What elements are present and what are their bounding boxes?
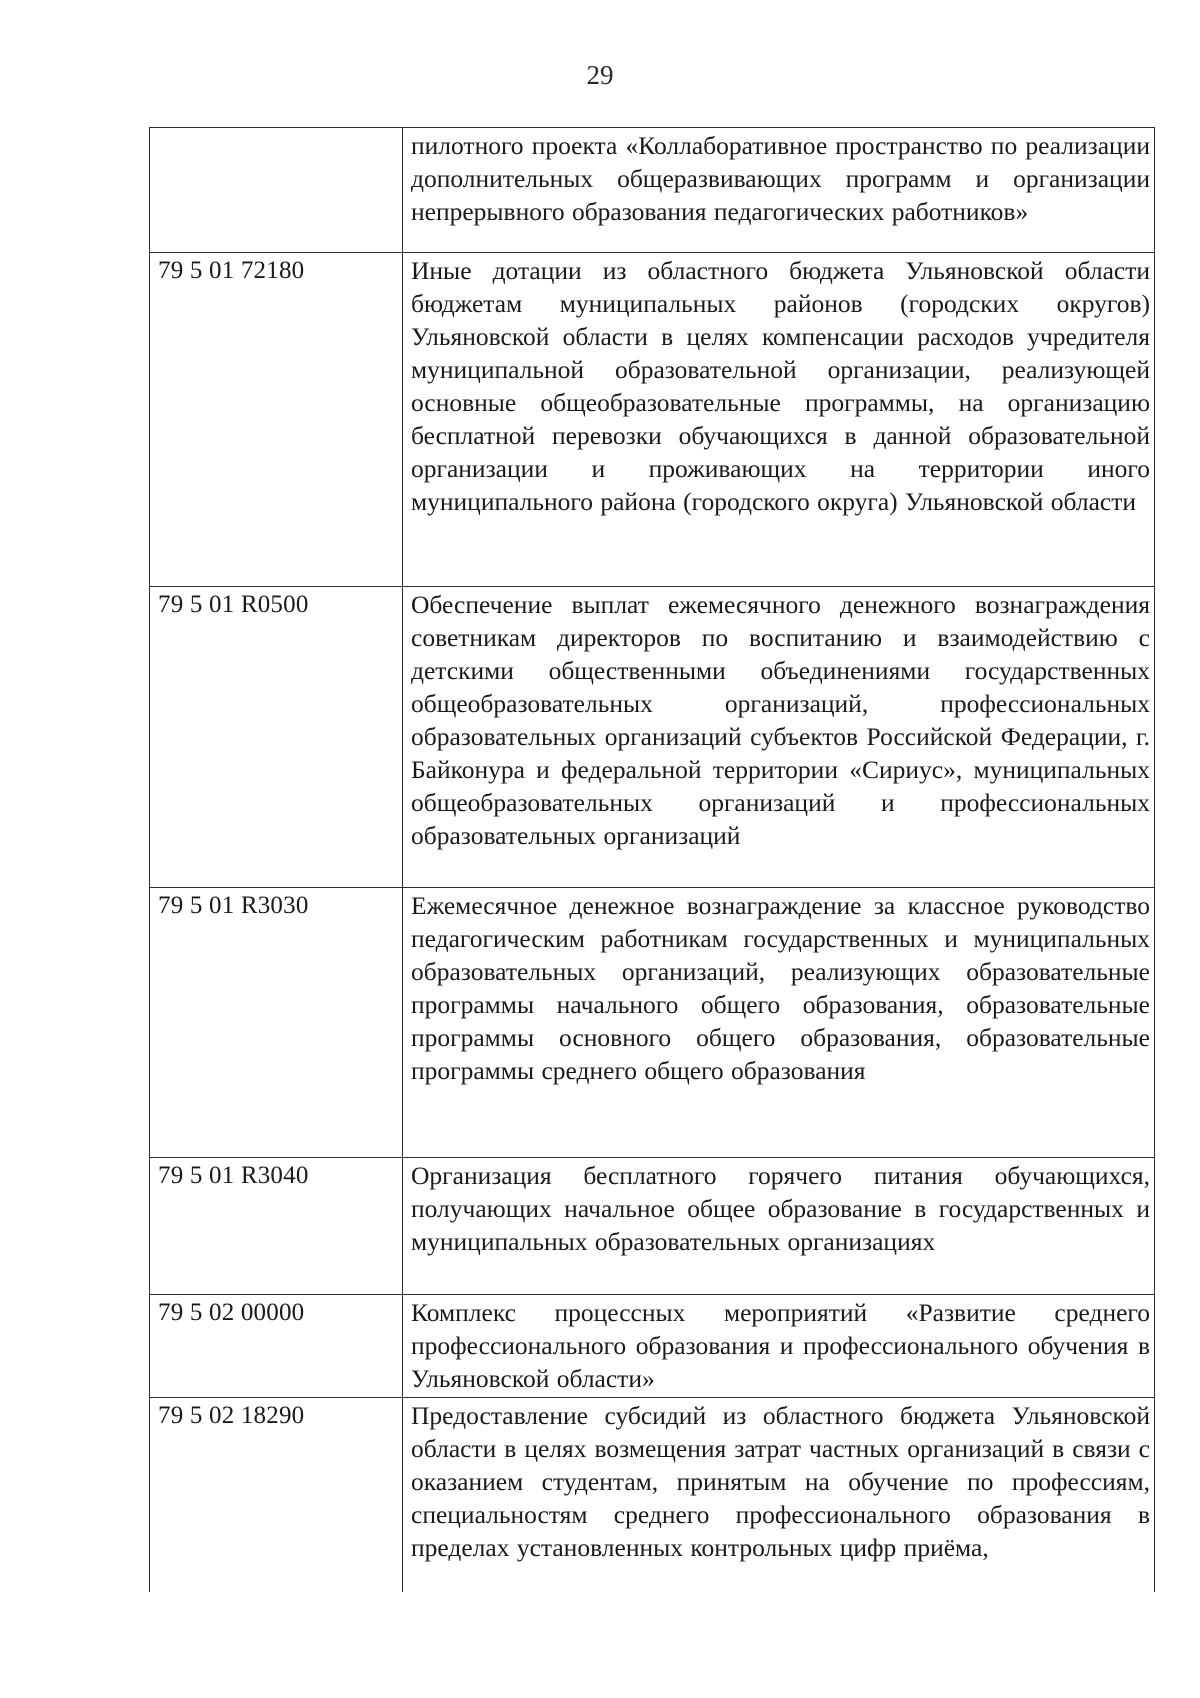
table-row [150,888,1155,1158]
table-row [150,253,1155,587]
table-row [150,1158,1155,1295]
row-description: Предоставление субсидий из областного бюджета Ульяновской области в целях возмещения затрат частных организаций в связи с оказанием студентам, принятым на обучение по профессиям, специальностям среднего профессионального образования в пределах установленных контрольных цифр приёма, [403,1398,1155,1592]
row-description: пилотного проекта «Коллаборативное пространство по реализации дополнительных общеразвивающих программ и организации непрерывного образования педагогических работников» [403,128,1155,253]
table-row [150,128,1155,253]
row-code: 79 5 01 72180 [150,253,403,587]
row-code: 79 5 01 R0500 [150,587,403,888]
row-description: Ежемесячное денежное вознаграждение за классное руководство педагогическим работникам государственных и муниципальных образовательных организаций, реализующих образовательные программы начального общего образования, образовательные программы основного общего образования, образовательные программы среднего общего образования [403,888,1155,1158]
page-number: 29 [586,60,614,90]
row-code: 79 5 02 18290 [150,1398,403,1592]
table-row [150,1398,1155,1592]
row-code: 79 5 01 R3040 [150,1158,403,1295]
row-description: Иные дотации из областного бюджета Ульяновской области бюджетам муниципальных районов (городских округов) Ульяновской области в целях компенсации расходов учредителя муниципальной образовательной организации, реализующей основные общеобразовательные программы, на организацию бесплатной перевозки обучающихся в данной образовательной организации и проживающих на территории иного муниципального района (городского округа) Ульяновской области [403,253,1155,587]
row-code: 79 5 02 00000 [150,1295,403,1398]
row-description: Организация бесплатного горячего питания обучающихся, получающих начальное общее образование в государственных и муниципальных образовательных организациях [403,1158,1155,1295]
row-description: Комплекс процессных мероприятий «Развитие среднего профессионального образования и профессионального обучения в Ульяновской области» [403,1295,1155,1398]
row-description: Обеспечение выплат ежемесячного денежного вознаграждения советникам директоров по воспитанию и взаимодействию с детскими общественными объединениями государственных общеобразовательных организаций, профессиональных образовательных организаций субъектов Российской Федерации, г. Байконура и федеральной территории «Сириус», муниципальных общеобразовательных организаций и профессиональных образовательных организаций [403,587,1155,888]
row-code: 79 5 01 R3030 [150,888,403,1158]
table-row [150,1295,1155,1398]
budget-classification-table [149,127,1155,1592]
table-row [150,587,1155,888]
row-code [150,128,403,253]
